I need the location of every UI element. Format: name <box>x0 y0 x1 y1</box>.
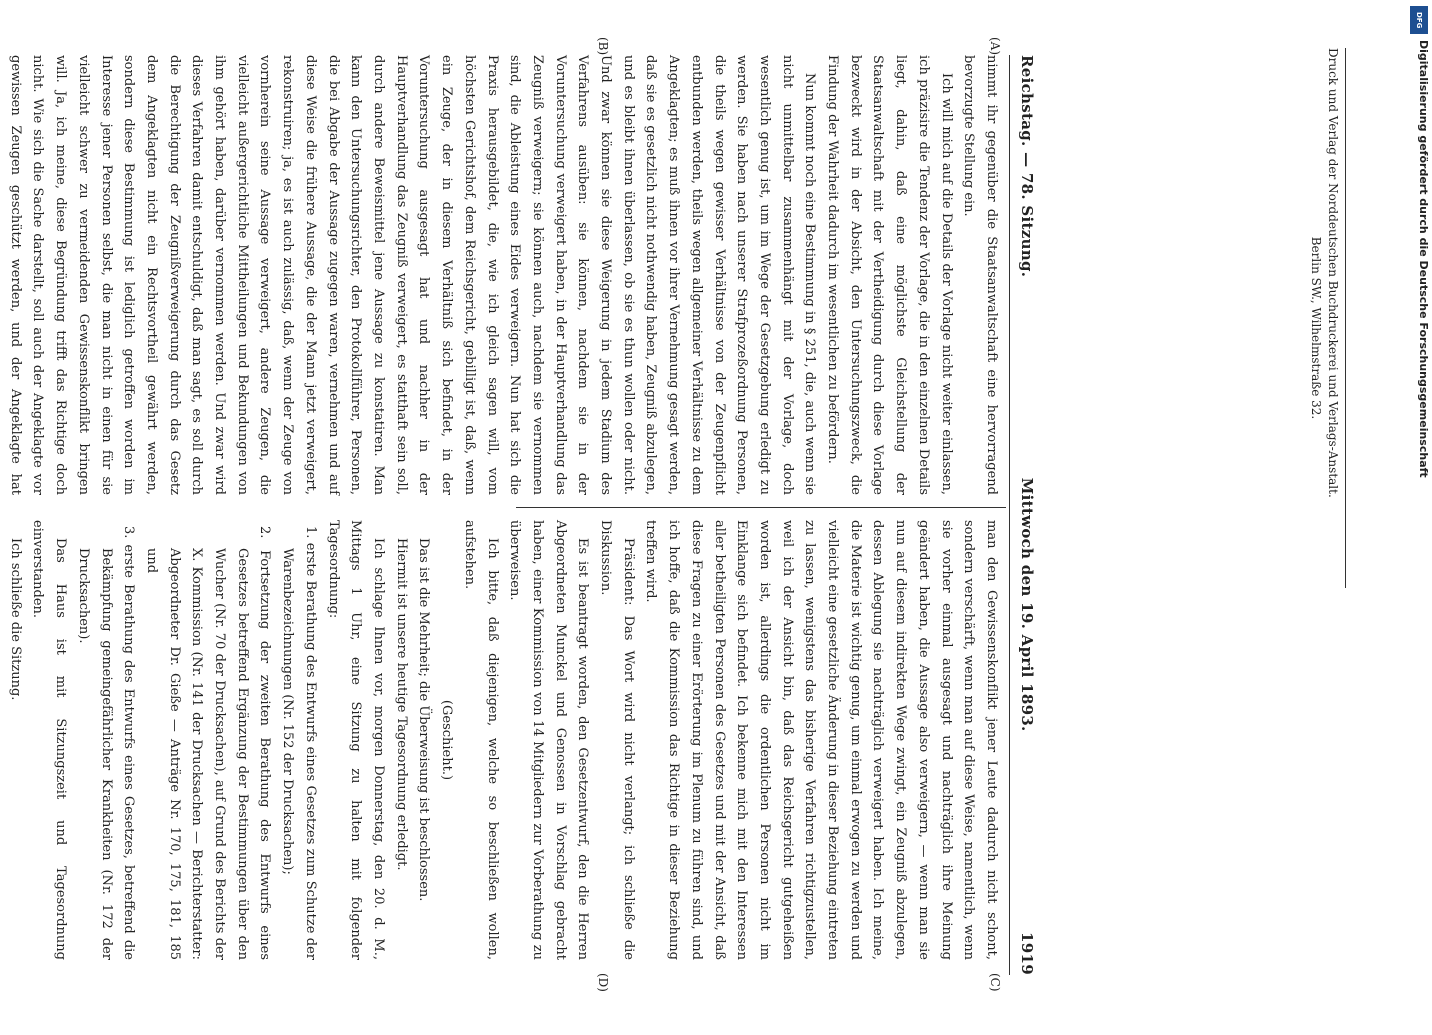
agenda-item: 3. erste Berathung des Entwurfs eines Gesetzes, betreffend die Bekämpfung gemeingefährlicher Krankheiten (Nr. 172 der Drucksachen). <box>75 526 137 960</box>
stage-direction: (Geschieht.) <box>439 699 455 781</box>
paragraph: man den Gewissenskonflikt jener Leute dadurch nicht schont, sondern verschärft, wenn man auf diese Weise, namentlich, wenn sie vorher einmal ausgesagt und nachträglich ihre Meinung geändert haben, die Aussage also verweigern, — wenn man sie nun auf diesem indirekten Wege zwingt, ein Zeugniß abzulegen, dessen Ablegung sie nachträglich verweigert haben. Ich meine, die Materie ist wichtig genug, um einmal erwogen zu werden und vielleicht eine gesetzliche Änderung in dieser Beziehung eintreten zu lassen, wenigstens das bisherige Verfahren richtigzustellen, weil ich der Ansicht bin, daß das Reichsgericht gutgeheißen worden ist, allerdings die ordentlichen Personen nicht im Einklange sich befindet. Ich bekenne mich mit den Interessen aller betheiligten Personen des Gesetzes und mit der Ansicht, daß diese Fragen zu einer Erörterung im Plenum zu führen sind, und ich hoffe, daß die Kommission das Richtige in dieser Beziehung treffen wird. <box>643 520 999 960</box>
dfg-logo: DFG <box>1410 6 1428 34</box>
paragraph: Ich schlage Ihnen vor, morgen Donnerstag, den 20. d. M., Mittags 1 Uhr, eine Sitzung zu halten mit folgender Tagesordnung: <box>325 520 387 960</box>
column-divider <box>516 507 1006 508</box>
paragraph: Das ist die Mehrheit; die Überweisung ist beschlossen. <box>416 538 432 902</box>
paragraph: Ich will mich auf die Details der Vorlage nicht weiter einlassen, ich präzisire die Tendenz der Vorlage, die in den einzelnen Details liegt, dahin, daß eine möglichste Gleichstellung der Staatsanwaltschaft mit der Vertheidigung durch diese Vorlage bezweckt wird in der Absicht, den Untersuchungszweck, die Findung der Wahrheit dadurch im wesentlichen zu befördern. <box>825 55 954 495</box>
imprint-line-1: Druck und Verlag der Norddeutschen Buchdruckerei und Verlags-Anstalt. <box>1326 48 1340 498</box>
paragraph: Ich bitte, daß diejenigen, welche so beschließen wollen, aufstehen. <box>461 520 500 960</box>
imprint-rule <box>1345 48 1346 588</box>
agenda-item: 1. erste Berathung des Entwurfs eines Gesetzes zum Schutze der Warenbezeichnungen (Nr. 152 der Drucksachen); <box>280 526 318 960</box>
margin-marker-a: (A) <box>988 37 1002 56</box>
header-date: Mittwoch den 19. April 1893. <box>1018 477 1036 732</box>
margin-marker-c: (C) <box>988 973 1002 992</box>
paragraph: Das Haus ist mit Sitzungszeit und Tagesordnung einverstanden. <box>30 520 69 960</box>
margin-marker-d: (D) <box>596 973 610 992</box>
document-page <box>7 35 1036 1035</box>
rotated-page-content <box>7 35 1050 995</box>
paragraph: Es ist beantragt worden, den Gesetzentwurf, den die Herren Abgeordneten Munckel und Genossen in Vorschlag gebracht haben, einer Kommission von 14 Mitgliedern zur Vorberathung zu überweisen. <box>507 520 591 960</box>
paragraph: nimmt ihr gegenüber die Staatsanwaltschaft eine hervorragend bevorzugte Stellung ein. <box>961 55 999 495</box>
digitization-credit: Digitalisierung gefördert durch die Deutsche Forschungsgemeinschaft <box>1417 40 1430 478</box>
paragraph: Hiermit ist unsere heutige Tagesordnung erledigt. <box>393 538 409 871</box>
page-number: 1919 <box>1018 932 1036 975</box>
margin-marker-b: (B) <box>596 37 610 56</box>
header-left: Reichstag. — 78. Sitzung. <box>1018 55 1036 278</box>
header-rule <box>1009 55 1010 975</box>
printer-imprint <box>1307 48 1346 608</box>
imprint-line-2: Berlin SW., Wilhelmstraße 32. <box>1309 236 1323 420</box>
paragraph-president: Präsident: Das Wort wird nicht verlangt; ich schließe die Diskussion. <box>598 520 636 960</box>
agenda-item: 2. Fortsetzung der zweiten Berathung des Entwurfs eines Gesetzes betreffend Ergänzung der Bestimmungen über den Wucher (Nr. 70 der Drucksachen), auf Grund des Berichts der X. Kommission (Nr. 141 der Drucksachen — Berichterstatter: Abgeordneter Dr. Gieße — Anträge Nr. 170, 175, 181, 185 und <box>143 526 273 960</box>
paragraph: Nun kommt noch eine Bestimmung in § 251, die, auch wenn sie nicht unmittelbar zusammenhängt mit der Vorlage, doch wesentlich genug ist, um im Wege der Gesetzgebung erledigt zu werden. Sie haben nach unserer Strafprozeßordnung Personen, die theils wegen gewisser Verhältnisse von der Zeugenpflicht entbunden werden, theils wegen allgemeiner Verhältnisse zu dem Angeklagten; es muß ihnen vor ihrer Vernehmung gesagt werden, daß sie es gesetzlich nicht nothwendig haben, Zeugniß abzulegen, und es bleibt ihnen überlassen, ob sie es thun wollen oder nicht. Und zwar können sie diese Weigerung in jedem Stadium des Verfahrens ausüben: sie können, nachdem sie in der Voruntersuchung verweigert haben, in der Hauptverhandlung das Zeugniß verweigern; sie können auch, nachdem sie vernommen sind, die Ableistung eines Eides verweigern. Nun hat sich die Praxis herausgebildet, die, wie ich gleich sagen will, vom höchsten Gerichtshof, dem Reichsgericht, gebilligt ist, daß, wenn ein Zeuge, der in diesem Verhältniß sich befindet, in der Voruntersuchung ausgesagt hat und nachher in der Hauptverhandlung das Zeugniß verweigert, es statthaft sein soll, durch andere Beweismittel jene Aussage zu konstatiren. Man kann den Untersuchungsrichter, den Protokollführer, Personen, die bei Abgabe der Aussage zugegen waren, vernehmen und auf diese Weise die frühere Aussage, die der Mann jetzt verweigert, rekonstruiren; ja, es ist auch zulässig, daß, wenn der Zeuge von vornherein seine Aussage verweigert, andere Zeugen, die vielleicht außergerichtliche Mittheilungen und Bekundungen von ihm gehört haben, darüber vernommen werden. Und zwar wird dieses Verfahren damit entschuldigt, daß man sagt, es soll durch die Berechtigung der Zeugnißverweigerung durch das Gesetz dem Angeklagten nicht ein Rechtsvortheil gewährt werden, sondern diese Bestimmung ist lediglich getroffen worden im Interesse jener Personen selbst, die man nicht in einen für sie vielleicht schwer zu vermeidenden Gewissenskonflikt bringen will. Ja, ich meine, diese Begründung trifft das Richtige doch nicht. Wie sich die Sache darstellt, soll auch der Angeklagte vor gewissen Zeugen geschützt werden, und der Angeklagte hat <box>7 55 818 495</box>
paragraph: Ich schließe die Sitzung. <box>7 538 23 701</box>
left-column <box>0 55 1002 495</box>
digitization-sidebar <box>1408 0 1432 1000</box>
page-header <box>1012 55 1042 975</box>
right-column <box>0 520 1002 960</box>
